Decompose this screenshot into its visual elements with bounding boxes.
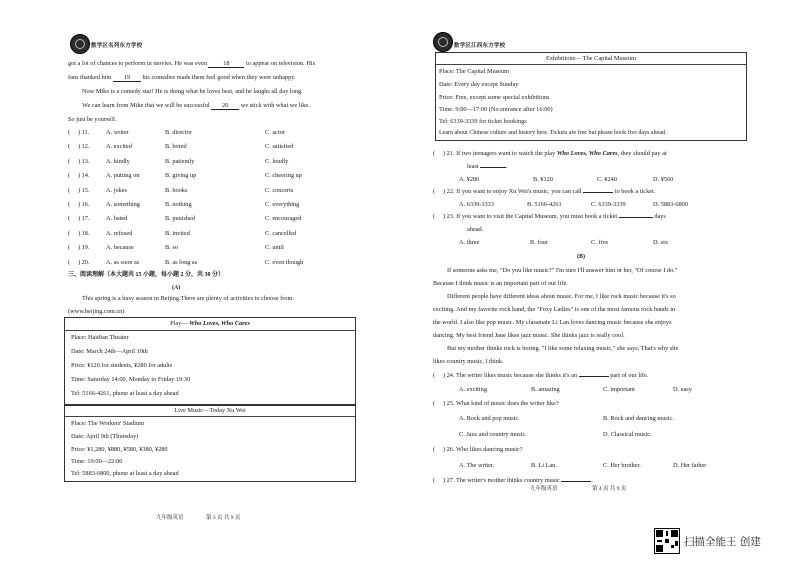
cloze-line: fans thanked him 19 his comedies made them feel good when they were unhappy. <box>68 74 296 81</box>
option-b: B. punished <box>165 215 196 222</box>
option-c: C. cancelled <box>265 230 297 237</box>
question-21-stem2: least . <box>467 163 508 170</box>
question-number: ( ) 14. <box>68 172 90 179</box>
q24-option-c: C. important <box>603 386 635 393</box>
exhibition-box <box>435 52 747 141</box>
q25-option-a: A. Rock and pop music. <box>459 415 520 422</box>
passage-line: dancing. My best friend Jane likes jazz music. She thinks jazz is really cool. <box>433 332 625 339</box>
q21-option-c: C. ¥240 <box>597 176 617 183</box>
option-b: B. books <box>165 187 188 194</box>
passage-line: likes country music, I think. <box>433 358 504 365</box>
option-b: B. so <box>165 244 178 251</box>
q22-option-b: B. 5166-4261 <box>527 201 562 208</box>
question-27: ( ) 27. The writer's mother thinks country music . <box>433 477 593 484</box>
intro-line: This spring is a busy season in Beijing.There are plenty of activities to choose from. <box>82 295 294 302</box>
passage-line: If someone asks me, "Do you like music?" I'm sure I'll answer him or her, "Of course I do." <box>447 267 678 274</box>
question-number: ( ) 20. <box>68 259 90 266</box>
play-time: Time: Saturday 14:00, Monday to Friday 19:30 <box>71 376 191 383</box>
question-number: ( ) 13. <box>68 158 90 165</box>
passage-line: the world. I also like pop music. My classmate Li Lan loves dancing music because she enjoys <box>433 319 672 326</box>
option-b: B. invited <box>165 230 190 237</box>
option-a: A. writer <box>106 129 129 136</box>
part-b-label: (B) <box>577 254 585 260</box>
question-23-stem2: ahead. <box>467 226 484 233</box>
question-number: ( ) 15. <box>68 187 90 194</box>
option-c: C. until <box>265 244 284 251</box>
question-number: ( ) 17. <box>68 215 90 222</box>
question-number: ( ) 19. <box>68 244 90 251</box>
play-tel: Tel: 5166-4261, phone at least a day ahead <box>71 390 179 397</box>
footer-page: 第 3 页 共 9 页 <box>206 515 241 521</box>
question-25: ( ) 25. What kind of music does the writer like? <box>433 400 559 407</box>
play-box <box>64 317 356 406</box>
q22-option-d: D. 5883-6800 <box>653 201 688 208</box>
q26-option-b: B. Li Lan. <box>531 462 557 469</box>
q26-option-d: D. Her father <box>673 462 707 469</box>
exhibition-title: Exhibitions— The Capital Museum <box>546 55 636 62</box>
scanner-app-name: 扫描全能王 创建 <box>684 536 761 548</box>
q23-option-c: C. five <box>591 239 609 246</box>
option-a: A. putting on <box>106 172 140 179</box>
passage-line: Different people have different ideas about music. For me, I like rock music because it's so <box>447 293 676 300</box>
q22-option-a: A. 6339-3333 <box>459 201 494 208</box>
play-date: Date: March 24th—April 19th <box>71 348 148 355</box>
option-a: A. hated <box>106 215 128 222</box>
music-date: Date: April 9th (Thursday) <box>71 433 139 440</box>
music-tel: Tel: 5883-6800, phone at least a day ahead <box>71 470 179 477</box>
qr-code-icon <box>654 528 680 554</box>
option-c: C. loudly <box>265 158 289 165</box>
footer-subject: 九年级英语 <box>530 486 558 492</box>
q26-option-a: A. The writer. <box>459 462 495 469</box>
music-title: Live Music—Today Xu Wei <box>174 407 246 414</box>
q22-option-c: C. 6339-3339 <box>591 201 626 208</box>
q24-option-d: D. easy <box>673 386 692 393</box>
q24-option-a: A. exciting <box>459 386 487 393</box>
cloze-line: Now Mike is a comedy star! He is doing what he loves best, and he laughs all day long. <box>82 88 303 95</box>
cloze-line: We can learn from Mike that we will be successful 20 we stick with what we like. <box>82 102 310 109</box>
footer-subject: 九年级英语 <box>156 515 184 521</box>
option-b: B. nothing <box>165 201 192 208</box>
exhibition-time: Time: 9:00—17:00 (No entrance after 16:00) <box>439 106 553 113</box>
option-a: A. something <box>106 201 140 208</box>
exhibition-price: Price: Free, except some special exhibitions <box>439 94 550 101</box>
option-a: A. refused <box>106 230 133 237</box>
exhibition-place: Place: The Capital Museum <box>439 68 510 75</box>
exhibition-date: Date: Every day except Sunday <box>439 81 519 88</box>
play-place: Place: Haidian Theater <box>71 334 129 341</box>
q25-option-b: B. Rock and dancing music. <box>603 415 675 422</box>
right-page <box>397 0 794 561</box>
intro-url: (www.beijing.com.cn) <box>68 308 125 315</box>
option-c: C. satisfied <box>265 143 294 150</box>
option-c: C. even though <box>265 259 304 266</box>
q21-option-a: A. ¥280 <box>459 176 480 183</box>
q24-option-b: B. amazing <box>531 386 560 393</box>
option-c: C. cheering up <box>265 172 302 179</box>
play-title: Play— Who Loves, Who Cares <box>170 320 250 327</box>
option-b: B. bored <box>165 143 187 150</box>
q21-option-d: D. ¥560 <box>653 176 674 183</box>
question-24: ( ) 24. The writer likes music because she thinks it's an part of our life. <box>433 372 649 379</box>
q25-option-d: D. Classical music. <box>603 431 652 438</box>
option-a: A. excited <box>106 143 132 150</box>
q23-option-d: D. six <box>653 239 669 246</box>
play-price: Price: ¥120 for students, ¥280 for adults <box>71 362 173 369</box>
option-b: B. as long as <box>165 259 198 266</box>
question-22: ( ) 22. If you want to enjoy Xu Wei's music, you can call to book a ticket. <box>433 188 656 195</box>
question-number: ( ) 12. <box>68 143 90 150</box>
music-box <box>64 404 356 482</box>
question-23: ( ) 23. If you want to visit the Capital Museum, you must book a ticket days <box>433 213 666 220</box>
q26-option-c: C. Her brother. <box>603 462 641 469</box>
option-b: B. patiently <box>165 158 195 165</box>
passage-line: Because I think music is an important part of our life. <box>433 280 568 287</box>
option-c: C. concerts <box>265 187 294 194</box>
question-number: ( ) 16. <box>68 201 90 208</box>
passage-line: exciting. And my favorite rock band, the "Foxy Ladies" is one of the most famous rock bands in <box>433 306 676 313</box>
cloze-line: got a lot of chances to perform in movies. He was even 18 to appear on television. His <box>68 60 316 67</box>
cloze-line: So just be yourself. <box>68 116 117 123</box>
question-26: ( ) 26. Who likes dancing music? <box>433 446 523 453</box>
school-logo-icon <box>433 32 453 52</box>
school-logo-icon <box>70 34 90 54</box>
section-title: 三、阅读理解（本大题共 15 小题，每小题 2 分，共 30 分） <box>68 272 225 278</box>
option-a: A. because <box>106 244 134 251</box>
q23-option-a: A. three <box>459 239 480 246</box>
question-21: ( ) 21. If two teenagers want to watch the play Who Loves, Who Cares, they should pay at <box>433 150 667 157</box>
option-b: B. director <box>165 129 192 136</box>
school-name: 数学区名列东方学校 <box>91 43 143 49</box>
q25-option-c: C. Jazz and country music. <box>459 431 527 438</box>
passage-line: But my mother thinks rock is boring. "I like some relaxing music," she says. That's why she <box>447 345 679 352</box>
exhibition-note: Learn about Chinese culture and history here. Tickets are free but please book five days ahead. <box>439 130 667 136</box>
q21-option-b: B. ¥120 <box>533 176 553 183</box>
school-name: 数学区江西东方学校 <box>454 43 506 49</box>
music-place: Place: The Workers' Stadium <box>71 420 144 427</box>
option-a: A. kindly <box>106 158 130 165</box>
music-price: Price: ¥1,280, ¥880, ¥580, ¥380, ¥280 <box>71 446 168 453</box>
question-number: ( ) 18. <box>68 230 90 237</box>
exhibition-tel: Tel: 6339-3339 for ticket bookings <box>439 118 527 125</box>
part-a-label: (A) <box>172 285 181 291</box>
option-c: C. encouraged <box>265 215 302 222</box>
option-a: A. jokes <box>106 187 127 194</box>
footer-page: 第 4 页 共 9 页 <box>592 486 627 492</box>
question-number: ( ) 11. <box>68 129 90 136</box>
option-a: A. as soon as <box>106 259 140 266</box>
option-b: B. giving up <box>165 172 197 179</box>
music-time: Time: 19:00—22:00 <box>71 458 123 465</box>
option-c: C. actor <box>265 129 285 136</box>
q23-option-b: B. four <box>530 239 548 246</box>
option-c: C. everything <box>265 201 300 208</box>
